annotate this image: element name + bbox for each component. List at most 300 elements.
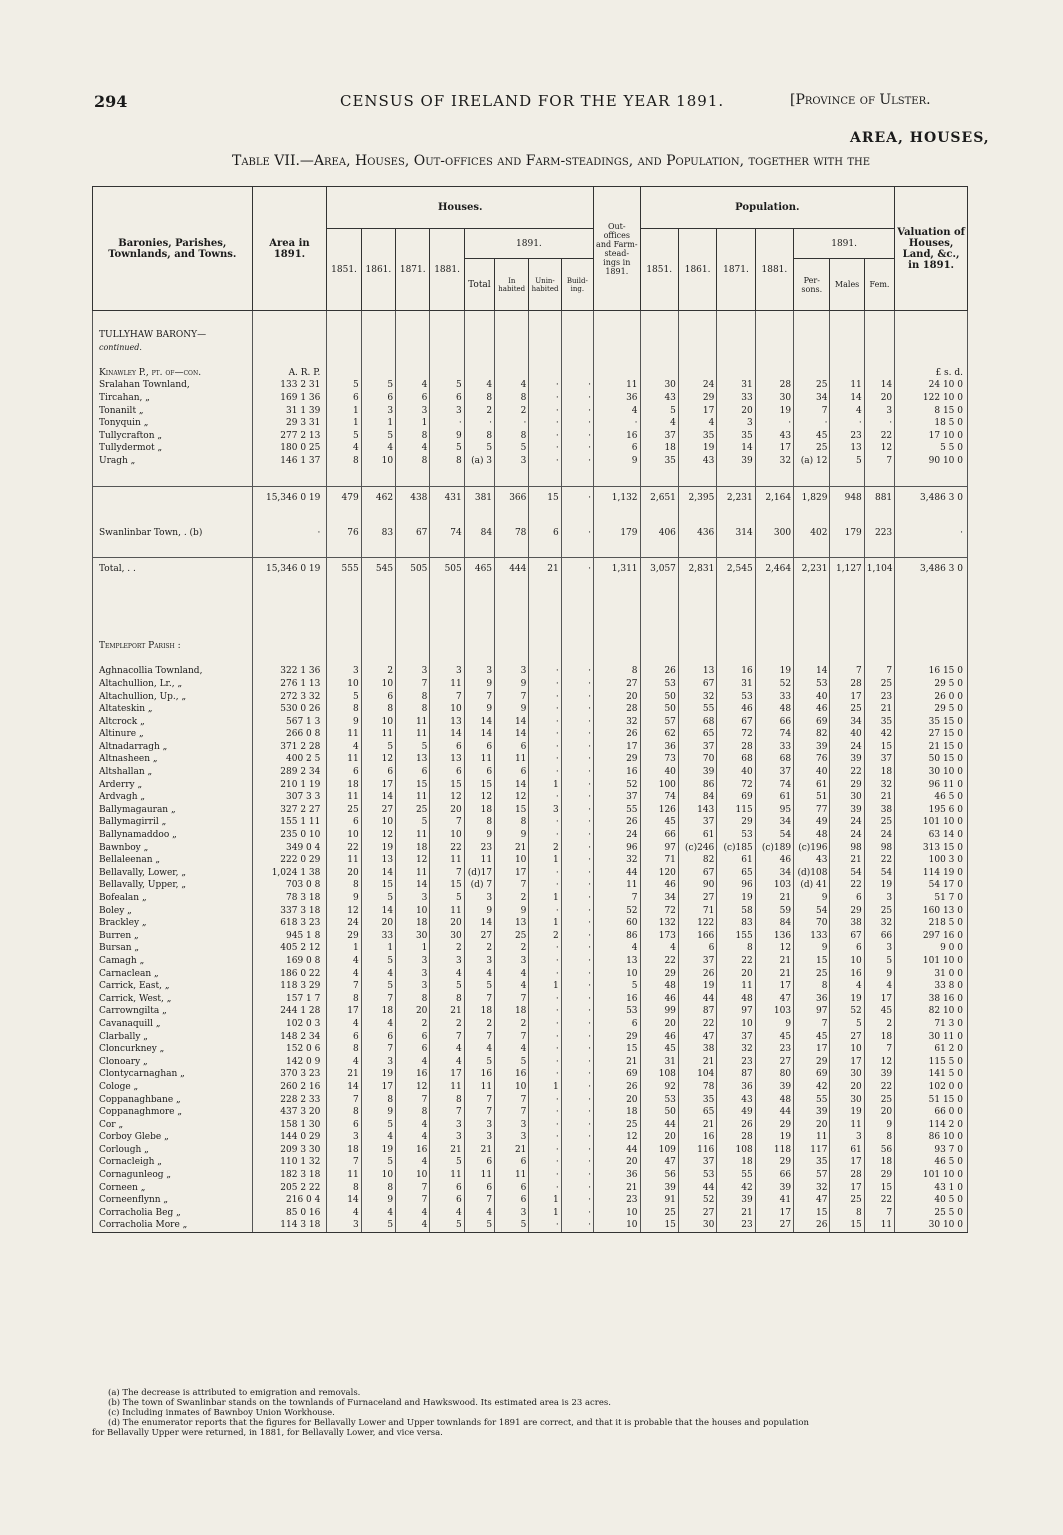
row-value-cell: ·	[561, 791, 593, 804]
row-value-cell: ·	[561, 1119, 593, 1132]
row-value-cell: 406	[640, 527, 678, 540]
row-value-cell: 14	[464, 716, 494, 729]
row-value-cell: 5	[464, 980, 494, 993]
col-name-header: Baronies, Parishes, Townlands, and Towns.	[93, 187, 253, 311]
row-area-cell: 15,346 0 19	[252, 558, 327, 581]
row-value-cell: 25	[327, 804, 361, 817]
row-valuation-cell: 93 7 0	[895, 1144, 968, 1157]
row-value-cell: 14	[327, 1081, 361, 1094]
col-outoffices-header: Out- offices and Farm- stead- ings in 1891.	[594, 187, 640, 311]
row-value-cell: 8	[430, 455, 464, 468]
row-value-cell: 16	[594, 430, 640, 443]
row-value-cell: 17	[830, 1156, 864, 1169]
table-row	[93, 1031, 968, 1044]
row-name-cell: Cavanaquill „	[93, 1018, 253, 1031]
row-name-cell: Cornacleigh „	[93, 1156, 253, 1169]
row-value-cell: 7	[495, 1106, 529, 1119]
row-value-cell: 25	[794, 968, 830, 981]
row-value-cell: 14	[495, 716, 529, 729]
row-valuation-cell: 54 17 0	[895, 879, 968, 892]
row-value-cell: 1	[396, 417, 430, 430]
row-value-cell: 65	[678, 728, 716, 741]
row-value-cell: 29	[327, 930, 361, 943]
row-area-cell: 148 2 34	[252, 1031, 327, 1044]
table-row	[93, 955, 968, 968]
row-valuation-cell: 218 5 0	[895, 917, 968, 930]
row-valuation-cell: 40 5 0	[895, 1194, 968, 1207]
col-total: Total	[464, 259, 494, 311]
row-value-cell: 1	[529, 1081, 561, 1094]
row-value-cell: 26	[640, 665, 678, 678]
row-value-cell: 11	[430, 678, 464, 691]
row-value-cell: ·	[561, 558, 593, 581]
row-value-cell: 8	[327, 1043, 361, 1056]
row-value-cell: 4	[327, 968, 361, 981]
row-value-cell: 20	[396, 1005, 430, 1018]
row-value-cell: 70	[678, 753, 716, 766]
row-value-cell: 54	[864, 867, 894, 880]
row-value-cell: ·	[830, 417, 864, 430]
row-value-cell: 9	[495, 703, 529, 716]
row-name-cell: Tircahan, „	[93, 392, 253, 405]
row-value-cell: 32	[717, 1043, 755, 1056]
row-value-cell: 3	[464, 892, 494, 905]
row-value-cell: 108	[640, 1068, 678, 1081]
row-value-cell: ·	[561, 854, 593, 867]
row-value-cell: 10	[327, 829, 361, 842]
page-number: 294	[94, 92, 128, 111]
row-value-cell: 47	[794, 1194, 830, 1207]
row-value-cell: 97	[640, 842, 678, 855]
row-value-cell: 17	[361, 779, 395, 792]
row-value-cell: 12	[495, 791, 529, 804]
row-value-cell: 87	[678, 1005, 716, 1018]
valuation-units: £ s. d.	[895, 367, 968, 380]
row-value-cell: 4	[830, 405, 864, 418]
row-value-cell: 25	[864, 678, 894, 691]
row-value-cell: 10	[830, 1043, 864, 1056]
row-value-cell: 8	[495, 430, 529, 443]
row-value-cell: 39	[755, 1182, 793, 1195]
row-area-cell: 155 1 11	[252, 816, 327, 829]
row-name-cell: Cornagunleog „	[93, 1169, 253, 1182]
row-valuation-cell: 101 10 0	[895, 1169, 968, 1182]
row-value-cell: 70	[794, 917, 830, 930]
row-valuation-cell: 141 5 0	[895, 1068, 968, 1081]
row-value-cell: 95	[755, 804, 793, 817]
row-value-cell: 1	[327, 942, 361, 955]
row-area-cell: 15,346 0 19	[252, 486, 327, 509]
row-value-cell: 67	[678, 867, 716, 880]
row-value-cell: 84	[755, 917, 793, 930]
row-value-cell: 300	[755, 527, 793, 540]
row-value-cell: 13	[430, 716, 464, 729]
row-value-cell: 5	[327, 430, 361, 443]
row-value-cell: 27	[755, 1219, 793, 1232]
row-value-cell: 68	[717, 753, 755, 766]
row-value-cell: ·	[561, 379, 593, 392]
row-value-cell: 19	[678, 980, 716, 993]
row-value-cell: 24	[678, 379, 716, 392]
row-value-cell: 122	[678, 917, 716, 930]
table-row	[93, 842, 968, 855]
row-valuation-cell: 102 0 0	[895, 1081, 968, 1094]
row-value-cell: 22	[830, 879, 864, 892]
footnote: for Bellavally Upper were returned, in 1881, for Bellavally Lower, and vice versa.	[92, 1428, 443, 1438]
section-heading: continued.	[93, 342, 253, 355]
row-value-cell: 3	[495, 455, 529, 468]
row-value-cell: 4	[495, 968, 529, 981]
row-value-cell: 6	[361, 1031, 395, 1044]
row-value-cell: ·	[529, 1182, 561, 1195]
row-area-cell: 169 0 8	[252, 955, 327, 968]
row-value-cell: 1	[327, 417, 361, 430]
row-value-cell: 33	[755, 741, 793, 754]
row-value-cell: 39	[717, 1194, 755, 1207]
row-value-cell: 39	[830, 753, 864, 766]
row-value-cell: 56	[640, 1169, 678, 1182]
row-area-cell: 618 3 23	[252, 917, 327, 930]
row-value-cell: 8	[327, 703, 361, 716]
row-value-cell: 25	[594, 1119, 640, 1132]
row-value-cell: (c)189	[755, 842, 793, 855]
row-value-cell: 143	[678, 804, 716, 817]
row-area-cell: 152 0 6	[252, 1043, 327, 1056]
row-value-cell: ·	[561, 892, 593, 905]
row-value-cell: 8	[430, 993, 464, 1006]
row-value-cell: 26	[594, 1081, 640, 1094]
row-name-cell: Ballymagauran „	[93, 804, 253, 817]
row-value-cell: 11	[327, 791, 361, 804]
row-value-cell: 438	[396, 486, 430, 509]
row-value-cell: 52	[594, 779, 640, 792]
row-value-cell: ·	[561, 1219, 593, 1232]
row-name-cell: Cloncurkney „	[93, 1043, 253, 1056]
row-value-cell: 41	[755, 1194, 793, 1207]
row-value-cell: ·	[529, 942, 561, 955]
row-value-cell: 21	[594, 1182, 640, 1195]
row-value-cell: 6	[430, 1182, 464, 1195]
row-value-cell: 14	[464, 728, 494, 741]
row-value-cell: 35	[678, 1094, 716, 1107]
row-value-cell: ·	[561, 930, 593, 943]
table-row	[93, 455, 968, 468]
row-value-cell: 23	[464, 842, 494, 855]
table-row	[93, 791, 968, 804]
running-title: CENSUS OF IRELAND FOR THE YEAR 1891.	[340, 92, 725, 110]
area-units: A. R. P.	[252, 367, 327, 380]
row-value-cell: ·	[529, 1068, 561, 1081]
row-value-cell: ·	[561, 980, 593, 993]
row-value-cell: 15	[430, 779, 464, 792]
row-value-cell: 69	[594, 1068, 640, 1081]
row-value-cell: 39	[864, 1068, 894, 1081]
row-value-cell: 5	[396, 741, 430, 754]
row-value-cell: 6	[327, 816, 361, 829]
row-value-cell: 431	[430, 486, 464, 509]
row-value-cell: 8	[361, 703, 395, 716]
row-value-cell: 8	[464, 392, 494, 405]
row-valuation-cell: 115 5 0	[895, 1056, 968, 1069]
row-value-cell: 15	[464, 779, 494, 792]
row-value-cell: 37	[678, 955, 716, 968]
row-value-cell: 11	[430, 1169, 464, 1182]
row-value-cell: 11	[464, 1081, 494, 1094]
row-value-cell: 4	[678, 417, 716, 430]
row-name-cell: Corracholia Beg „	[93, 1207, 253, 1220]
row-value-cell: 9	[864, 968, 894, 981]
row-value-cell: 115	[717, 804, 755, 817]
table-row	[93, 1156, 968, 1169]
row-value-cell: 4	[327, 1018, 361, 1031]
row-value-cell: ·	[561, 1005, 593, 1018]
row-value-cell: 505	[430, 558, 464, 581]
row-value-cell: (a) 3	[464, 455, 494, 468]
table-row	[93, 486, 968, 509]
row-name-cell: Cor „	[93, 1119, 253, 1132]
col-p1881: 1881.	[755, 229, 793, 311]
row-value-cell: 6	[464, 1156, 494, 1169]
row-value-cell: 17	[794, 1043, 830, 1056]
row-value-cell: 38	[864, 804, 894, 817]
table-row	[93, 1068, 968, 1081]
table-row	[93, 1043, 968, 1056]
row-name-cell: Camagh „	[93, 955, 253, 968]
row-name-cell: Bellavally, Lower, „	[93, 867, 253, 880]
row-value-cell: 15	[640, 1219, 678, 1232]
row-value-cell: ·	[529, 741, 561, 754]
row-area-cell: 235 0 10	[252, 829, 327, 842]
table-row	[93, 1219, 968, 1232]
col-p1871: 1871.	[717, 229, 755, 311]
row-area-cell: 85 0 16	[252, 1207, 327, 1220]
row-value-cell: 21	[755, 968, 793, 981]
row-value-cell: 9	[464, 678, 494, 691]
row-value-cell: 46	[640, 993, 678, 1006]
row-value-cell: 14	[361, 791, 395, 804]
row-value-cell: 1	[361, 417, 395, 430]
row-value-cell: 30	[678, 1219, 716, 1232]
row-value-cell: 4	[327, 442, 361, 455]
row-area-cell: 277 2 13	[252, 430, 327, 443]
table-row	[93, 829, 968, 842]
row-value-cell: 5	[430, 980, 464, 993]
row-value-cell: 4	[430, 1043, 464, 1056]
row-value-cell: ·	[561, 779, 593, 792]
row-value-cell: 15	[430, 879, 464, 892]
row-area-cell: 118 3 29	[252, 980, 327, 993]
row-value-cell: 11	[830, 379, 864, 392]
row-value-cell: 29	[830, 905, 864, 918]
row-value-cell: 34	[755, 816, 793, 829]
row-value-cell: 6	[396, 1043, 430, 1056]
row-value-cell: 25	[794, 442, 830, 455]
row-value-cell: 4	[430, 1207, 464, 1220]
row-area-cell: 102 0 3	[252, 1018, 327, 1031]
row-value-cell: 56	[864, 1144, 894, 1157]
row-value-cell: 6	[830, 942, 864, 955]
row-value-cell: 3	[529, 804, 561, 817]
row-value-cell: 15	[864, 741, 894, 754]
row-value-cell: 13	[396, 753, 430, 766]
row-value-cell: 2,164	[755, 486, 793, 509]
row-value-cell: ·	[561, 716, 593, 729]
row-value-cell: 16	[396, 1144, 430, 1157]
row-value-cell: 5	[396, 816, 430, 829]
row-value-cell: 67	[830, 930, 864, 943]
row-value-cell: 11	[430, 1081, 464, 1094]
row-value-cell: 4	[396, 1156, 430, 1169]
table-row	[93, 1169, 968, 1182]
row-name-cell: Arderry „	[93, 779, 253, 792]
row-value-cell: 3	[430, 1131, 464, 1144]
row-value-cell: 25	[864, 816, 894, 829]
row-value-cell: 69	[717, 791, 755, 804]
row-value-cell: 11	[830, 1119, 864, 1132]
table-row	[93, 379, 968, 392]
row-value-cell: 74	[430, 527, 464, 540]
row-valuation-cell: 82 10 0	[895, 1005, 968, 1018]
row-value-cell: 34	[794, 392, 830, 405]
row-value-cell: 26	[594, 728, 640, 741]
row-value-cell: 11	[430, 905, 464, 918]
row-valuation-cell: 31 0 0	[895, 968, 968, 981]
row-value-cell: 30	[640, 379, 678, 392]
row-value-cell: 7	[594, 892, 640, 905]
row-value-cell: ·	[529, 905, 561, 918]
row-value-cell: 15	[529, 486, 561, 509]
row-value-cell: ·	[529, 993, 561, 1006]
row-area-cell: 157 1 7	[252, 993, 327, 1006]
row-value-cell: 20	[794, 1119, 830, 1132]
row-value-cell: 5	[830, 1018, 864, 1031]
table-row	[93, 1119, 968, 1132]
row-value-cell: 1	[361, 942, 395, 955]
row-value-cell: 21	[864, 703, 894, 716]
row-valuation-cell: 66 0 0	[895, 1106, 968, 1119]
row-value-cell: (d)17	[464, 867, 494, 880]
row-area-cell: 78 3 18	[252, 892, 327, 905]
row-value-cell: 60	[594, 917, 640, 930]
row-valuation-cell: 35 15 0	[895, 716, 968, 729]
row-value-cell: 21	[678, 1056, 716, 1069]
row-value-cell: 12	[396, 854, 430, 867]
row-value-cell: 28	[755, 379, 793, 392]
row-value-cell: 25	[830, 703, 864, 716]
row-value-cell: 39	[755, 1081, 793, 1094]
row-value-cell: 6	[495, 1194, 529, 1207]
row-value-cell: 18	[464, 1005, 494, 1018]
row-area-cell: 337 3 18	[252, 905, 327, 918]
row-value-cell: 7	[430, 1031, 464, 1044]
row-value-cell: 98	[864, 842, 894, 855]
row-value-cell: 72	[717, 779, 755, 792]
row-value-cell: 103	[755, 1005, 793, 1018]
row-value-cell: 545	[361, 558, 395, 581]
row-value-cell: ·	[561, 1106, 593, 1119]
row-value-cell: 90	[678, 879, 716, 892]
row-value-cell: 6	[830, 892, 864, 905]
row-value-cell: 8	[430, 1094, 464, 1107]
row-valuation-cell: 26 0 0	[895, 691, 968, 704]
row-name-cell: Altcrock „	[93, 716, 253, 729]
row-value-cell: 43	[755, 430, 793, 443]
row-value-cell: 39	[717, 455, 755, 468]
row-valuation-cell: 100 3 0	[895, 854, 968, 867]
row-valuation-cell: 8 15 0	[895, 405, 968, 418]
row-valuation-cell: 51 15 0	[895, 1094, 968, 1107]
row-value-cell: 4	[361, 1207, 395, 1220]
row-valuation-cell: 30 10 0	[895, 766, 968, 779]
row-value-cell: 40	[794, 691, 830, 704]
row-value-cell: 34	[755, 867, 793, 880]
row-value-cell: 3	[396, 405, 430, 418]
row-value-cell: 97	[717, 1005, 755, 1018]
table-row	[93, 430, 968, 443]
row-value-cell: 18	[495, 1005, 529, 1018]
row-value-cell: 30	[396, 930, 430, 943]
row-value-cell: 48	[717, 993, 755, 1006]
row-area-cell: 142 0 9	[252, 1056, 327, 1069]
table-row	[93, 728, 968, 741]
row-name-cell: Corracholia More „	[93, 1219, 253, 1232]
row-value-cell: 8	[794, 980, 830, 993]
row-value-cell: ·	[561, 703, 593, 716]
row-value-cell: 20	[640, 1018, 678, 1031]
row-value-cell: 39	[830, 804, 864, 817]
row-value-cell: 12	[430, 791, 464, 804]
row-value-cell: 8	[717, 942, 755, 955]
row-value-cell: 14	[794, 665, 830, 678]
row-value-cell: 11	[396, 716, 430, 729]
row-valuation-cell: 30 11 0	[895, 1031, 968, 1044]
row-value-cell: 1	[529, 779, 561, 792]
row-value-cell: 12	[464, 791, 494, 804]
row-value-cell: ·	[529, 442, 561, 455]
row-name-cell: Bellaleenan „	[93, 854, 253, 867]
row-name-cell: Burren „	[93, 930, 253, 943]
row-area-cell: 144 0 29	[252, 1131, 327, 1144]
row-value-cell: 8	[327, 993, 361, 1006]
col-inhabited: In habited	[495, 259, 529, 311]
row-value-cell: 6	[430, 766, 464, 779]
row-value-cell: 4	[396, 1131, 430, 1144]
row-value-cell: 11	[864, 1219, 894, 1232]
row-value-cell: ·	[561, 1043, 593, 1056]
row-value-cell: 12	[864, 442, 894, 455]
row-area-cell: 110 1 32	[252, 1156, 327, 1169]
row-name-cell: Altnadarragh „	[93, 741, 253, 754]
row-value-cell: 20	[430, 804, 464, 817]
row-value-cell: 14	[464, 917, 494, 930]
row-value-cell: 39	[640, 1182, 678, 1195]
row-value-cell: 76	[327, 527, 361, 540]
row-value-cell: 83	[361, 527, 395, 540]
row-value-cell: 29	[594, 1031, 640, 1044]
row-value-cell: 92	[640, 1081, 678, 1094]
row-value-cell: 73	[640, 753, 678, 766]
row-value-cell: 36	[794, 993, 830, 1006]
row-value-cell: 20	[864, 1106, 894, 1119]
row-value-cell: 11	[594, 879, 640, 892]
row-value-cell: 1,104	[864, 558, 894, 581]
row-value-cell: 53	[678, 1169, 716, 1182]
row-value-cell: 98	[830, 842, 864, 855]
row-value-cell: 155	[717, 930, 755, 943]
row-value-cell: 33	[361, 930, 395, 943]
row-value-cell: 4	[430, 1056, 464, 1069]
row-value-cell: ·	[561, 430, 593, 443]
